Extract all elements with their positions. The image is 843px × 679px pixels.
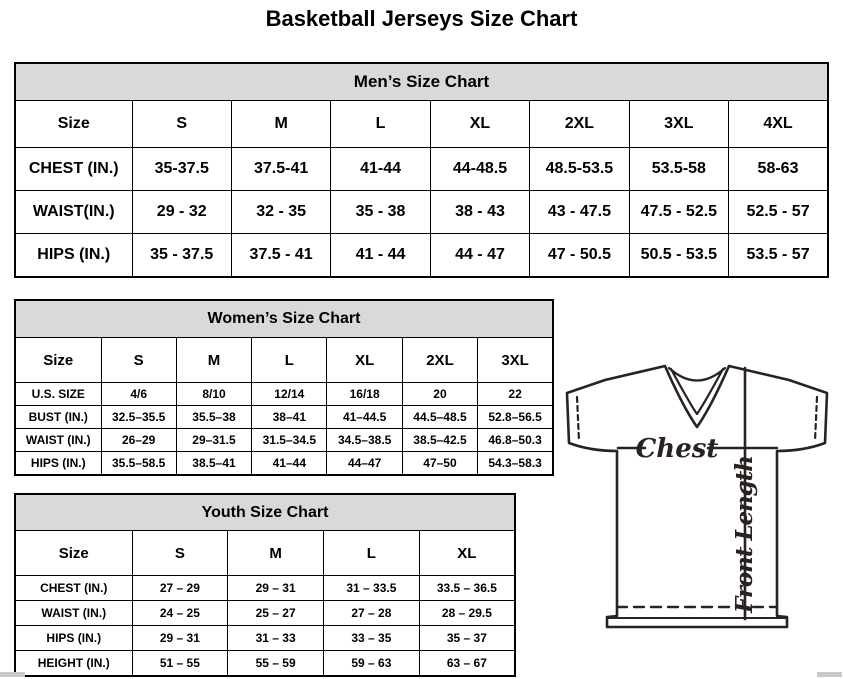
value-cell: 47–50 bbox=[402, 452, 477, 476]
row-label: HEIGHT (IN.) bbox=[15, 651, 132, 677]
youth-table-title-row bbox=[15, 494, 515, 531]
mens-size-chart-title: Men’s Size Chart bbox=[15, 63, 828, 101]
horizontal-scrollbar-fragment-right[interactable] bbox=[817, 672, 842, 677]
value-cell: 29 – 31 bbox=[228, 576, 324, 601]
value-cell: 35 - 38 bbox=[331, 191, 430, 234]
value-cell: 25 – 27 bbox=[228, 601, 324, 626]
value-cell: 29 – 31 bbox=[132, 626, 228, 651]
value-cell: 48.5-53.5 bbox=[530, 148, 629, 191]
value-cell: 26–29 bbox=[101, 429, 176, 452]
row-label: WAIST (IN.) bbox=[15, 429, 101, 452]
size-column-header: L bbox=[324, 531, 420, 576]
value-cell: 12/14 bbox=[252, 383, 327, 406]
value-cell: 33.5 – 36.5 bbox=[419, 576, 515, 601]
row-label: HIPS (IN.) bbox=[15, 626, 132, 651]
size-column-header: L bbox=[331, 101, 430, 148]
value-cell: 33 – 35 bbox=[324, 626, 420, 651]
measurement-row bbox=[15, 452, 553, 476]
value-cell: 27 – 29 bbox=[132, 576, 228, 601]
column-header-row bbox=[15, 338, 553, 383]
value-cell: 38–41 bbox=[252, 406, 327, 429]
value-cell: 27 – 28 bbox=[324, 601, 420, 626]
size-column-header: 2XL bbox=[402, 338, 477, 383]
youth-size-table bbox=[14, 493, 516, 677]
value-cell: 47.5 - 52.5 bbox=[629, 191, 728, 234]
value-cell: 31.5–34.5 bbox=[252, 429, 327, 452]
row-label: CHEST (IN.) bbox=[15, 576, 132, 601]
measurement-row bbox=[15, 429, 553, 452]
row-label: WAIST(IN.) bbox=[15, 191, 132, 234]
value-cell: 34.5–38.5 bbox=[327, 429, 402, 452]
value-cell: 41–44.5 bbox=[327, 406, 402, 429]
measurement-row bbox=[15, 148, 828, 191]
measurement-row bbox=[15, 626, 515, 651]
value-cell: 44–47 bbox=[327, 452, 402, 476]
womens-size-chart-title: Women’s Size Chart bbox=[15, 300, 553, 338]
size-column-header: 3XL bbox=[629, 101, 728, 148]
value-cell: 35 - 37.5 bbox=[132, 234, 231, 278]
size-column-header: L bbox=[252, 338, 327, 383]
value-cell: 38.5–42.5 bbox=[402, 429, 477, 452]
size-column-header: M bbox=[228, 531, 324, 576]
value-cell: 20 bbox=[402, 383, 477, 406]
jersey-diagram bbox=[556, 356, 843, 634]
value-cell: 52.8–56.5 bbox=[478, 406, 553, 429]
size-header-cell: Size bbox=[15, 531, 132, 576]
value-cell: 35 – 37 bbox=[419, 626, 515, 651]
value-cell: 32 - 35 bbox=[231, 191, 330, 234]
size-column-header: S bbox=[132, 101, 231, 148]
chest-label: Chest bbox=[635, 434, 719, 464]
value-cell: 38 - 43 bbox=[430, 191, 529, 234]
row-label: HIPS (IN.) bbox=[15, 234, 132, 278]
size-column-header: S bbox=[132, 531, 228, 576]
value-cell: 37.5 - 41 bbox=[231, 234, 330, 278]
row-label: WAIST (IN.) bbox=[15, 601, 132, 626]
page-title: Basketball Jerseys Size Chart bbox=[265, 6, 578, 31]
value-cell: 44.5–48.5 bbox=[402, 406, 477, 429]
value-cell: 38.5–41 bbox=[176, 452, 251, 476]
size-column-header: XL bbox=[327, 338, 402, 383]
measurement-row bbox=[15, 651, 515, 677]
size-column-header: 2XL bbox=[530, 101, 629, 148]
value-cell: 31 – 33 bbox=[228, 626, 324, 651]
value-cell: 47 - 50.5 bbox=[530, 234, 629, 278]
value-cell: 44 - 47 bbox=[430, 234, 529, 278]
size-column-header: 3XL bbox=[478, 338, 553, 383]
size-column-header: XL bbox=[430, 101, 529, 148]
value-cell: 35-37.5 bbox=[132, 148, 231, 191]
value-cell: 29–31.5 bbox=[176, 429, 251, 452]
column-header-row bbox=[15, 101, 828, 148]
value-cell: 55 – 59 bbox=[228, 651, 324, 677]
value-cell: 41-44 bbox=[331, 148, 430, 191]
front-length-label: Front Length bbox=[731, 455, 758, 613]
measurement-row bbox=[15, 406, 553, 429]
value-cell: 24 – 25 bbox=[132, 601, 228, 626]
horizontal-scrollbar-fragment-left[interactable] bbox=[0, 672, 25, 677]
mens-size-table bbox=[14, 62, 829, 278]
size-header-cell: Size bbox=[15, 101, 132, 148]
size-header-cell: Size bbox=[15, 338, 101, 383]
measurement-row bbox=[15, 234, 828, 278]
measurement-row bbox=[15, 576, 515, 601]
value-cell: 51 – 55 bbox=[132, 651, 228, 677]
value-cell: 63 – 67 bbox=[419, 651, 515, 677]
value-cell: 22 bbox=[478, 383, 553, 406]
value-cell: 35.5–58.5 bbox=[101, 452, 176, 476]
value-cell: 35.5–38 bbox=[176, 406, 251, 429]
womens-table-title-row bbox=[15, 300, 553, 338]
value-cell: 44-48.5 bbox=[430, 148, 529, 191]
value-cell: 8/10 bbox=[176, 383, 251, 406]
mens-table-title-row bbox=[15, 63, 828, 101]
row-label: HIPS (IN.) bbox=[15, 452, 101, 476]
measurement-row bbox=[15, 191, 828, 234]
value-cell: 54.3–58.3 bbox=[478, 452, 553, 476]
size-column-header: S bbox=[101, 338, 176, 383]
value-cell: 43 - 47.5 bbox=[530, 191, 629, 234]
row-label: U.S. SIZE bbox=[15, 383, 101, 406]
value-cell: 52.5 - 57 bbox=[729, 191, 828, 234]
size-column-header: M bbox=[231, 101, 330, 148]
row-label: BUST (IN.) bbox=[15, 406, 101, 429]
value-cell: 53.5-58 bbox=[629, 148, 728, 191]
value-cell: 31 – 33.5 bbox=[324, 576, 420, 601]
size-column-header: M bbox=[176, 338, 251, 383]
value-cell: 46.8–50.3 bbox=[478, 429, 553, 452]
jersey-outline bbox=[567, 366, 827, 627]
value-cell: 29 - 32 bbox=[132, 191, 231, 234]
measurement-row bbox=[15, 601, 515, 626]
value-cell: 41–44 bbox=[252, 452, 327, 476]
value-cell: 4/6 bbox=[101, 383, 176, 406]
value-cell: 28 – 29.5 bbox=[419, 601, 515, 626]
row-label: CHEST (IN.) bbox=[15, 148, 132, 191]
size-column-header: 4XL bbox=[729, 101, 828, 148]
value-cell: 32.5–35.5 bbox=[101, 406, 176, 429]
value-cell: 37.5-41 bbox=[231, 148, 330, 191]
value-cell: 41 - 44 bbox=[331, 234, 430, 278]
value-cell: 53.5 - 57 bbox=[729, 234, 828, 278]
size-column-header: XL bbox=[419, 531, 515, 576]
youth-size-chart-title: Youth Size Chart bbox=[15, 494, 515, 531]
value-cell: 59 – 63 bbox=[324, 651, 420, 677]
column-header-row bbox=[15, 531, 515, 576]
value-cell: 50.5 - 53.5 bbox=[629, 234, 728, 278]
value-cell: 58-63 bbox=[729, 148, 828, 191]
value-cell: 16/18 bbox=[327, 383, 402, 406]
womens-size-table bbox=[14, 299, 554, 476]
measurement-row bbox=[15, 383, 553, 406]
